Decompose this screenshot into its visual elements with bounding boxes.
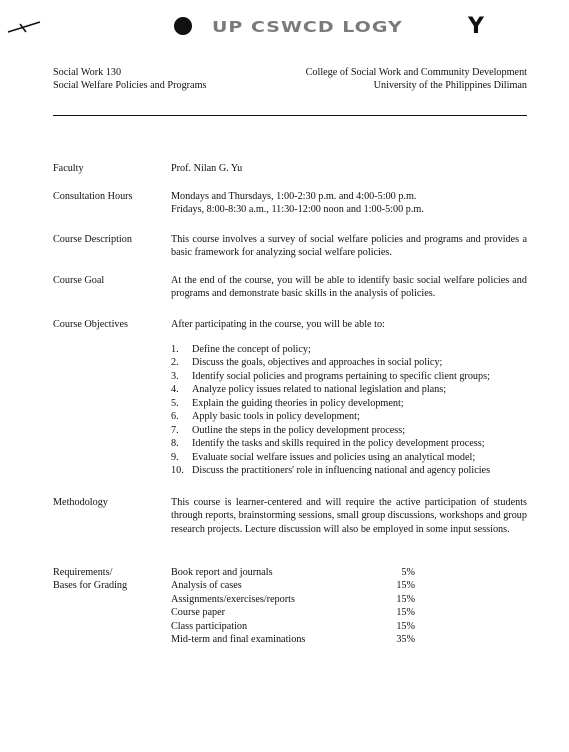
faculty-label: Faculty xyxy=(53,163,84,174)
grading-percent: 15% xyxy=(396,620,415,632)
objective-number: 5. xyxy=(171,397,179,409)
grading-percent: 15% xyxy=(396,580,415,592)
grading-percent: 15% xyxy=(396,593,415,605)
grading-label-line-1: Requirements/ xyxy=(53,567,113,578)
grading-item: Assignments/exercises/reports xyxy=(171,593,295,605)
pen-stroke-mark xyxy=(6,18,42,36)
list-item xyxy=(171,343,527,356)
objective-number: 10. xyxy=(171,465,184,477)
objectives-section xyxy=(53,318,527,331)
description-section xyxy=(53,233,527,260)
grading-percent: 15% xyxy=(396,607,415,619)
grading-item: Class participation xyxy=(171,620,248,632)
objective-text: Define the concept of policy; xyxy=(192,344,311,355)
university-name: University of the Philippines Diliman xyxy=(373,80,527,92)
consultation-line-2: Fridays, 8:00-8:30 a.m., 11:30-12:00 noon and 1:00-5:00 p.m. xyxy=(171,204,424,216)
college-name: College of Social Work and Community Development xyxy=(305,67,527,78)
objective-text: Outline the steps in the policy development process; xyxy=(192,424,406,436)
objective-number: 7. xyxy=(171,424,179,436)
table-row xyxy=(171,593,527,606)
table-row xyxy=(171,579,527,592)
list-item xyxy=(171,410,527,423)
consultation-section xyxy=(53,190,527,217)
consultation-line-1: Mondays and Thursdays, 1:00-2:30 p.m. and 4:00-5:00 p.m. xyxy=(171,191,417,202)
methodology-text: This course is learner-centered and will require the active participation of students through reports, brainstorming sessions, small group discussions, workshops and group research projects. Lecture discussion will also be employed in some input sessions. xyxy=(171,497,527,535)
methodology-label: Methodology xyxy=(53,497,108,508)
table-row xyxy=(171,606,527,619)
grading-item: Course paper xyxy=(171,607,226,619)
header-divider xyxy=(53,115,527,116)
objectives-list xyxy=(171,343,527,478)
objective-text: Identify social policies and programs pertaining to specific client groups; xyxy=(192,370,490,382)
objective-text: Apply basic tools in policy development; xyxy=(192,411,360,423)
objective-number: 2. xyxy=(171,357,179,369)
goal-text: At the end of the course, you will be able to identify basic social welfare policies and programs and demonstrate basic skills in the analysis of policies. xyxy=(171,275,527,300)
methodology-section xyxy=(53,496,527,536)
list-item xyxy=(171,451,527,464)
list-item xyxy=(171,437,527,450)
objectives-intro: After participating in the course, you will be able to: xyxy=(171,319,385,330)
list-item xyxy=(171,424,527,437)
objective-text: Discuss the goals, objectives and approaches in social policy; xyxy=(192,357,443,369)
consultation-label: Consultation Hours xyxy=(53,191,133,202)
grading-label-line-2: Bases for Grading xyxy=(53,580,128,592)
grading-percent: 5% xyxy=(401,567,415,578)
goal-section xyxy=(53,274,527,301)
objective-number: 1. xyxy=(171,344,179,355)
list-item xyxy=(171,464,527,477)
description-text: This course involves a survey of social welfare policies and programs and provides a basic framework for analyzing social welfare policies. xyxy=(171,234,527,259)
grading-table xyxy=(171,566,527,647)
goal-label: Course Goal xyxy=(53,275,105,286)
grading-item: Analysis of cases xyxy=(171,580,242,592)
objective-number: 9. xyxy=(171,451,179,463)
list-item xyxy=(171,397,527,410)
institution-header xyxy=(306,66,527,93)
objective-number: 6. xyxy=(171,411,179,423)
course-code: Social Work 130 xyxy=(53,67,122,78)
list-item xyxy=(171,356,527,369)
logo-y-mark: Y xyxy=(468,14,484,39)
objectives-list-section xyxy=(53,343,527,478)
faculty-section xyxy=(53,162,527,175)
grading-item: Book report and journals xyxy=(171,567,273,578)
objective-text: Explain the guiding theories in policy development; xyxy=(192,397,404,409)
course-title: Social Welfare Policies and Programs xyxy=(53,80,207,92)
table-row xyxy=(171,620,527,633)
list-item xyxy=(171,370,527,383)
list-item xyxy=(171,383,527,396)
logo-text: UP CSWCD LOGY xyxy=(212,18,403,36)
objective-text: Evaluate social welfare issues and policies using an analytical model; xyxy=(192,451,476,463)
objective-number: 8. xyxy=(171,438,179,450)
description-label: Course Description xyxy=(53,234,132,245)
grading-section xyxy=(53,566,527,647)
objective-number: 3. xyxy=(171,370,179,382)
objective-number: 4. xyxy=(171,384,179,396)
course-header xyxy=(53,66,206,93)
logo-dot xyxy=(174,17,192,35)
objective-text: Discuss the practitioners' role in influencing national and agency policies xyxy=(192,465,491,477)
grading-percent: 35% xyxy=(396,634,415,646)
objective-text: Analyze policy issues related to national legislation and plans; xyxy=(192,384,447,396)
grading-item: Mid-term and final examinations xyxy=(171,634,306,646)
table-row xyxy=(171,566,527,579)
objectives-label: Course Objectives xyxy=(53,319,128,330)
faculty-value: Prof. Nilan G. Yu xyxy=(171,163,243,174)
table-row xyxy=(171,633,527,646)
objective-text: Identify the tasks and skills required in the policy development process; xyxy=(192,438,485,450)
